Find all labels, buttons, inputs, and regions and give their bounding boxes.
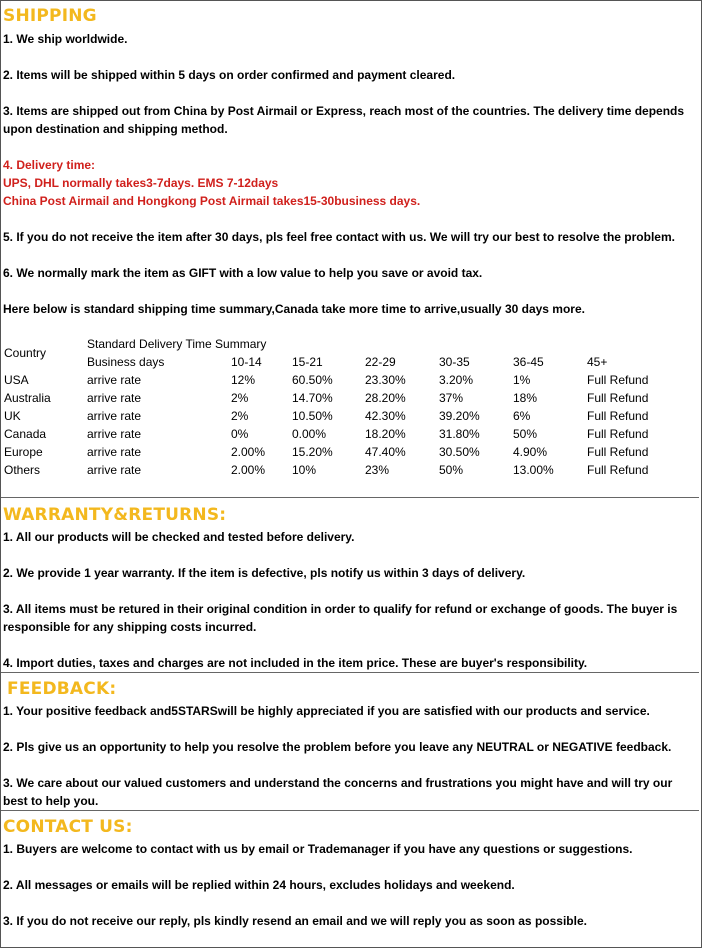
- table-cell-value: 28.20%: [365, 391, 406, 405]
- table-cell-value: Full Refund: [587, 409, 649, 423]
- table-cell-value: 3.20%: [439, 373, 474, 387]
- table-cell-value: 23.30%: [365, 373, 406, 387]
- table-cell-value: 2%: [231, 409, 249, 423]
- table-cell-value: 18%: [513, 391, 538, 405]
- shipping-item-2: 2. Items will be shipped within 5 days on order confirmed and payment cleared.: [3, 68, 456, 82]
- section-divider: [1, 810, 699, 811]
- shipping-item-3: 3. Items are shipped out from China by Post Airmail or Express, reach most of the countries. The delivery time depends upon destination and shipping method.: [3, 104, 685, 136]
- table-cell-value: 6%: [513, 409, 531, 423]
- table-cell-label: arrive rate: [87, 445, 142, 459]
- table-header-range: 22-29: [365, 355, 396, 369]
- table-cell-value: 13.00%: [513, 463, 554, 477]
- table-cell-value: 1%: [513, 373, 531, 387]
- table-cell-value: 50%: [439, 463, 464, 477]
- section-divider: [1, 672, 699, 673]
- contact-item-3: 3. If you do not receive our reply, pls kindly resend an email and we will reply you as soon as possible.: [3, 914, 587, 928]
- table-cell-value: 10%: [292, 463, 317, 477]
- table-header-range: 10-14: [231, 355, 262, 369]
- table-header-range: 36-45: [513, 355, 544, 369]
- table-cell-value: 4.90%: [513, 445, 548, 459]
- section-divider: [1, 497, 699, 498]
- table-cell-value: 47.40%: [365, 445, 406, 459]
- table-cell-value: 37%: [439, 391, 464, 405]
- shipping-summary-note: Here below is standard shipping time summary,Canada take more time to arrive,usually 30 days more.: [3, 302, 585, 316]
- warranty-item-1: 1. All our products will be checked and tested before delivery.: [3, 530, 355, 544]
- table-cell-value: 31.80%: [439, 427, 480, 441]
- shipping-item-6: 6. We normally mark the item as GIFT with a low value to help you save or avoid tax.: [3, 266, 483, 280]
- table-cell-label: arrive rate: [87, 373, 142, 387]
- feedback-item-3: 3. We care about our valued customers and understand the concerns and frustrations you might have and will try our best to help you.: [3, 776, 673, 808]
- table-cell-country: Europe: [4, 445, 43, 459]
- table-cell-value: Full Refund: [587, 445, 649, 459]
- table-cell-value: 2.00%: [231, 463, 266, 477]
- contact-item-2: 2. All messages or emails will be replied within 24 hours, excludes holidays and weekend.: [3, 878, 515, 892]
- table-cell-value: Full Refund: [587, 373, 649, 387]
- table-cell-value: 23%: [365, 463, 390, 477]
- table-cell-value: 30.50%: [439, 445, 480, 459]
- table-header-summary: Standard Delivery Time Summary: [87, 337, 267, 351]
- table-cell-value: Full Refund: [587, 463, 649, 477]
- table-cell-country: Australia: [4, 391, 51, 405]
- contact-heading: CONTACT US:: [3, 817, 133, 837]
- feedback-heading: FEEDBACK:: [7, 679, 117, 699]
- shipping-item-5: 5. If you do not receive the item after 30 days, pls feel free contact with us. We will try our best to resolve the problem.: [3, 230, 675, 244]
- table-cell-value: 42.30%: [365, 409, 406, 423]
- table-header-country: Country: [4, 346, 47, 360]
- table-cell-country: USA: [4, 373, 29, 387]
- table-header-range: 15-21: [292, 355, 323, 369]
- table-cell-label: arrive rate: [87, 391, 142, 405]
- delivery-time-airmail: China Post Airmail and Hongkong Post Airmail takes15-30business days.: [3, 194, 421, 208]
- table-cell-value: 2.00%: [231, 445, 266, 459]
- table-header-range: 45+: [587, 355, 608, 369]
- table-cell-value: 15.20%: [292, 445, 333, 459]
- table-cell-value: 12%: [231, 373, 256, 387]
- warranty-item-2-post: year warranty. If the item is defective, pls notify us within 3 days of delivery.: [90, 566, 526, 580]
- table-header-business-days: Business days: [87, 355, 165, 369]
- table-cell-label: arrive rate: [87, 427, 142, 441]
- table-cell-value: 2%: [231, 391, 249, 405]
- contact-item-1: 1. Buyers are welcome to contact with us by email or Trademanager if you have any questions or suggestions.: [3, 842, 633, 856]
- table-cell-label: arrive rate: [87, 409, 142, 423]
- warranty-years: 1: [84, 566, 91, 580]
- table-cell-country: UK: [4, 409, 21, 423]
- table-cell-value: Full Refund: [587, 391, 649, 405]
- shipping-item-1: 1. We ship worldwide.: [3, 32, 128, 46]
- table-cell-value: 39.20%: [439, 409, 480, 423]
- table-header-range: 30-35: [439, 355, 470, 369]
- table-cell-value: 0%: [231, 427, 249, 441]
- table-cell-country: Others: [4, 463, 41, 477]
- table-cell-value: 50%: [513, 427, 538, 441]
- warranty-item-2: [3, 564, 693, 582]
- feedback-item-1: 1. Your positive feedback and5STARSwill be highly appreciated if you are satisfied with our products and service.: [3, 704, 650, 718]
- table-cell-value: 10.50%: [292, 409, 333, 423]
- table-cell-label: arrive rate: [87, 463, 142, 477]
- warranty-item-2-pre: 2. We provide: [3, 566, 85, 580]
- table-cell-value: 60.50%: [292, 373, 333, 387]
- feedback-item-2: 2. Pls give us an opportunity to help you resolve the problem before you leave any NEUTRAL or NEGATIVE feedback.: [3, 740, 672, 754]
- table-cell-value: 14.70%: [292, 391, 333, 405]
- table-cell-value: 18.20%: [365, 427, 406, 441]
- delivery-time-heading: 4. Delivery time:: [3, 158, 96, 172]
- table-cell-country: Canada: [4, 427, 47, 441]
- warranty-heading: WARRANTY&RETURNS:: [3, 505, 227, 525]
- table-cell-value: 0.00%: [292, 427, 327, 441]
- shipping-heading: SHIPPING: [3, 6, 97, 26]
- delivery-time-express: UPS, DHL normally takes3-7days. EMS 7-12days: [3, 176, 279, 190]
- warranty-item-3: 3. All items must be retured in their original condition in order to qualify for refund or exchange of goods. The buyer is responsible for any shipping costs incurred.: [3, 602, 678, 634]
- warranty-item-4: 4. Import duties, taxes and charges are not included in the item price. These are buyer's responsibility.: [3, 656, 588, 670]
- table-cell-value: Full Refund: [587, 427, 649, 441]
